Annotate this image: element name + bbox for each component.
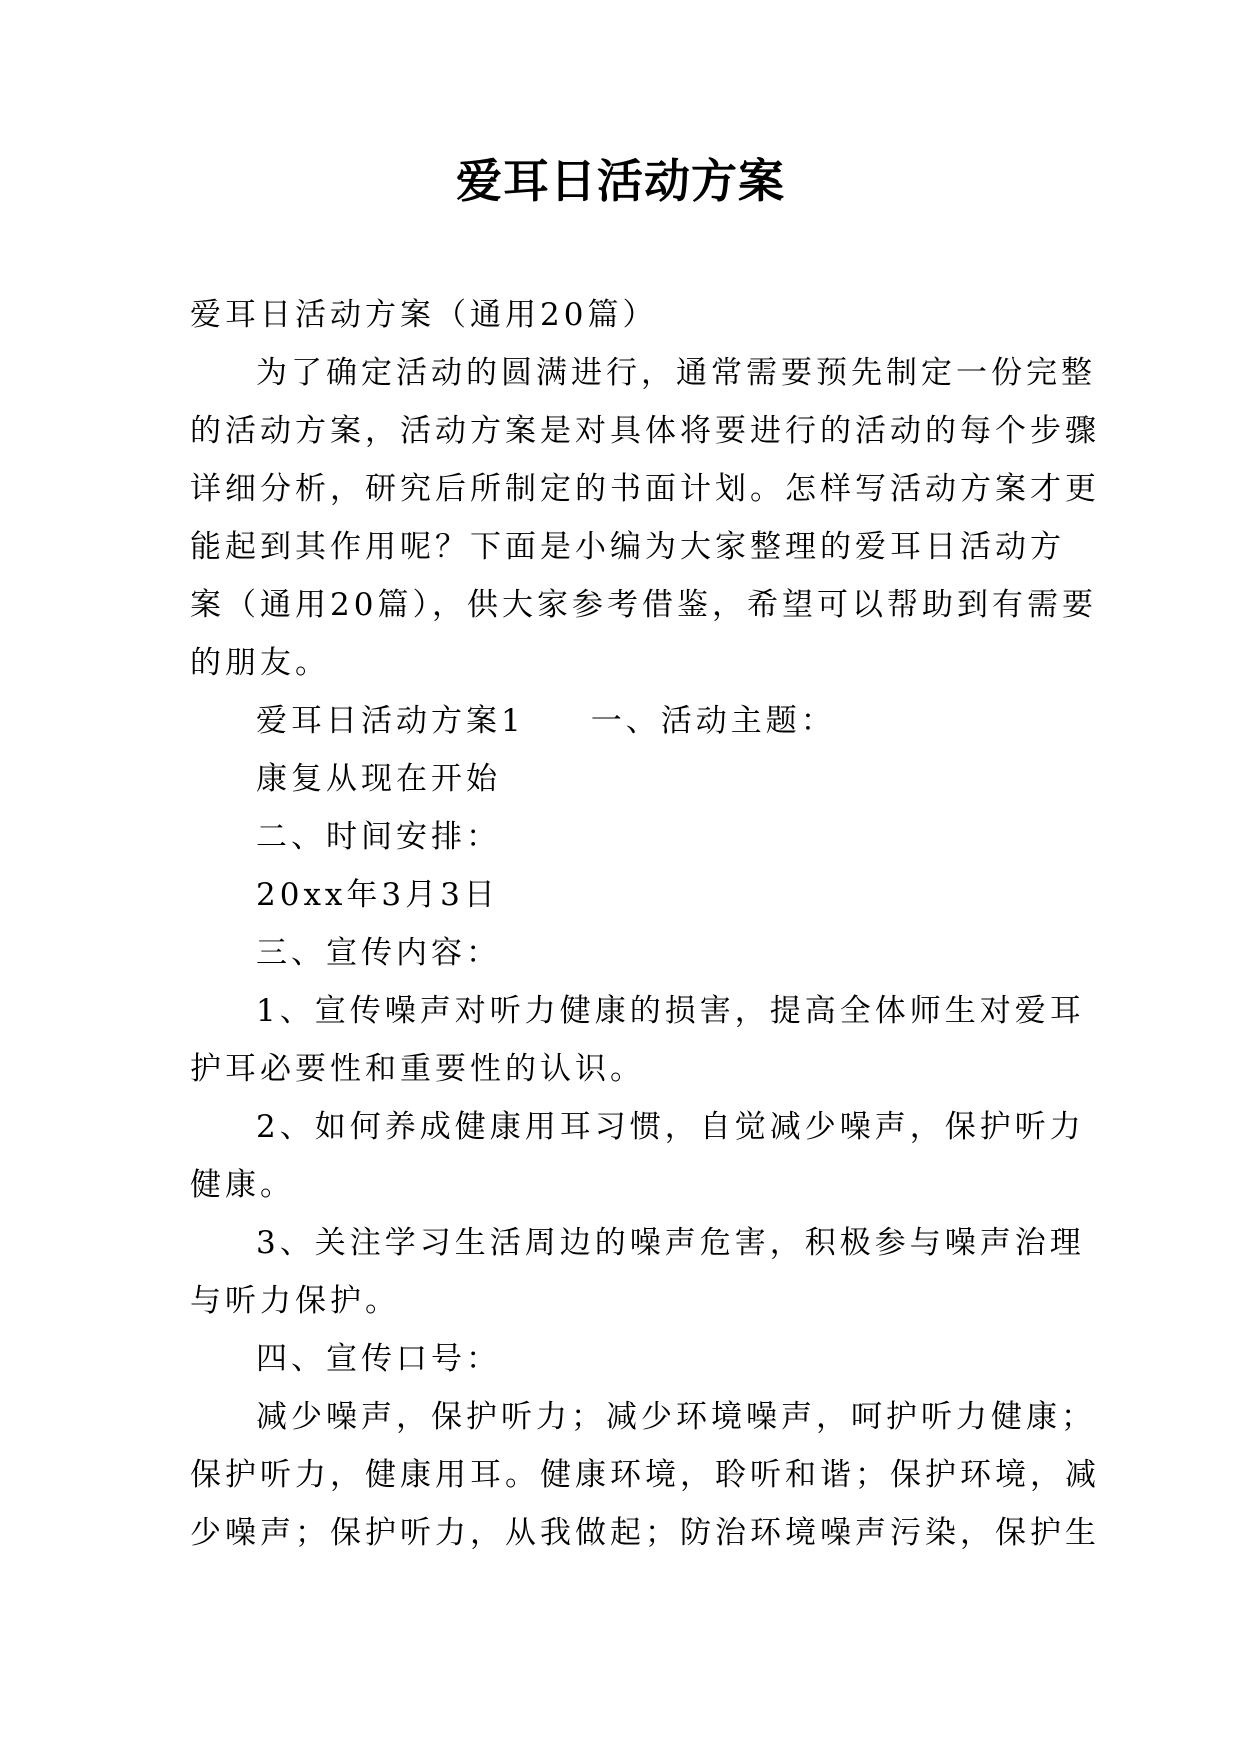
- intro-line: 案（通用20篇），供大家参考借鉴，希望可以帮助到有需要: [190, 587, 1097, 623]
- slogan-line: 保护听力，健康用耳。健康环境，聆听和谐；保护环境，减: [190, 1457, 1100, 1493]
- section1-heading: 爱耳日活动方案1: [256, 703, 525, 739]
- slogan-line: 减少噪声，保护听力；减少环境噪声，呵护听力健康；: [256, 1399, 1096, 1435]
- subtitle-line: 爱耳日活动方案（通用20篇）: [190, 297, 658, 333]
- content-heading-paragraph: [190, 924, 1050, 982]
- document-body: [190, 286, 1100, 1562]
- item-line: 护耳必要性和重要性的认识。: [190, 1051, 645, 1087]
- content-item-2: [190, 1098, 1085, 1214]
- time-value: 20xx年3月3日: [256, 877, 499, 913]
- time-heading-paragraph: [190, 808, 1050, 866]
- section-heading-row: [190, 692, 1050, 750]
- intro-line: 为了确定活动的圆满进行，通常需要预先制定一份完整: [256, 355, 1096, 391]
- intro-line: 的朋友。: [190, 645, 330, 681]
- theme-value: 康复从现在开始: [256, 761, 501, 797]
- document-subtitle: [190, 286, 1050, 344]
- item-line: 3、关注学习生活周边的噪声危害，积极参与噪声治理: [256, 1225, 1085, 1261]
- item-line: 1、宣传噪声对听力健康的损害，提高全体师生对爱耳: [256, 993, 1085, 1029]
- document-title: 爱耳日活动方案: [456, 154, 785, 208]
- time-heading: 二、时间安排：: [256, 819, 501, 855]
- intro-line: 详细分析，研究后所制定的书面计划。怎样写活动方案才更: [190, 471, 1100, 507]
- item-line: 与听力保护。: [190, 1283, 400, 1319]
- intro-line: 能起到其作用呢？下面是小编为大家整理的爱耳日活动方: [190, 529, 1065, 565]
- item-line: 健康。: [190, 1167, 295, 1203]
- slogan-line: 少噪声；保护听力，从我做起；防治环境噪声污染，保护生: [190, 1515, 1100, 1551]
- content-item-1: [190, 982, 1085, 1098]
- slogan-paragraph: [190, 1388, 1100, 1562]
- theme-heading: 一、活动主题：: [590, 703, 836, 739]
- item-line: 2、如何养成健康用耳习惯，自觉减少噪声，保护听力: [256, 1109, 1085, 1145]
- content-heading: 三、宣传内容：: [256, 935, 501, 971]
- intro-paragraph: [190, 344, 1100, 692]
- slogan-heading-paragraph: [190, 1330, 1050, 1388]
- theme-value-paragraph: [190, 750, 1050, 808]
- content-item-3: [190, 1214, 1085, 1330]
- intro-line: 的活动方案，活动方案是对具体将要进行的活动的每个步骤: [190, 413, 1100, 449]
- section-heading-line: [190, 692, 1050, 750]
- slogan-heading: 四、宣传口号：: [256, 1341, 501, 1377]
- time-value-paragraph: [190, 866, 1050, 924]
